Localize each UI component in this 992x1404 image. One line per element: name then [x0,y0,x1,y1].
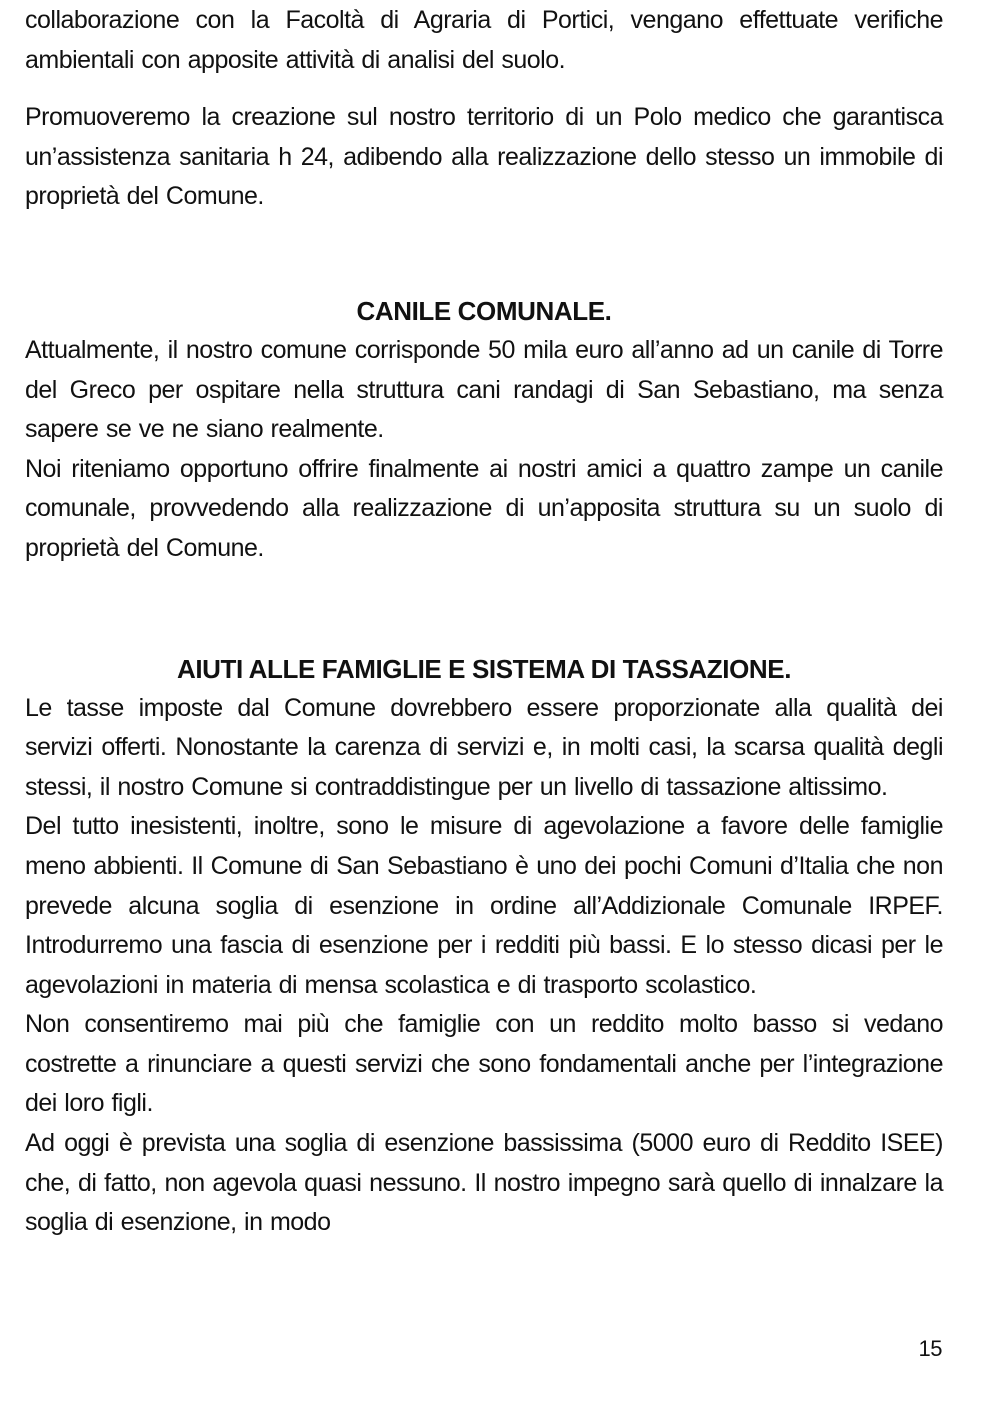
page-number: 15 [918,1336,942,1361]
canile-paragraph-1: Attualmente, il nostro comune corrisponde 50 mila euro all’anno ad un canile di Torre del Greco per ospitare nella struttura cani randagi di San Sebastiano, ma senza sapere se ve ne siano realmente. [25,335,943,444]
section-spacer [25,569,943,649]
section-title-aiuti: AIUTI ALLE FAMIGLIE E SISTEMA DI TASSAZIONE. [176,653,792,684]
aiuti-paragraph-4: Ad oggi è prevista una soglia di esenzione bassissima (5000 euro di Reddito ISEE) che, di fatto, non agevola quasi nessuno. Il nostro impegno sarà quello di innalzare la soglia di esenzione, in modo [25,1129,943,1237]
section-title-canile: CANILE COMUNALE. [356,295,612,326]
paragraph-spacer [25,80,943,98]
canile-paragraph-2: Noi riteniamo opportuno offrire finalmente ai nostri amici a quattro zampe un canile comunale, provvedendo alla realizzazione di un’apposita struttura su un suolo di proprietà del Comune. [25,454,943,562]
aiuti-paragraph-3: Non consentiremo mai più che famiglie con un reddito molto basso si vedano costrette a rinunciare a questi servizi che sono fondamentali anche per l’integrazione dei loro figli. [25,1010,943,1118]
aiuti-paragraph-1: Le tasse imposte dal Comune dovrebbero essere proporzionate alla qualità dei servizi offerti. Nonostante la carenza di servizi e, in molti casi, la scarsa qualità degli stessi, il nostro Comune si contraddistingue per un livello di tassazione altissimo. [25,693,943,801]
section-spacer [25,217,943,291]
aiuti-paragraph-2: Del tutto inesistenti, inoltre, sono le misure di agevolazione a favore delle famiglie meno abbienti. Il Comune di San Sebastiano è uno dei pochi Comuni d’Italia che non prevede alcuna soglia di esenzione in ordine all’Addizionale Comunale IRPEF. Introdurremo una fascia di esenzione per i redditi più bassi. E lo stesso dicasi per le agevolazioni in materia di mensa scolastica e di trasporto scolastico. [25,812,943,999]
document-page [25,0,943,1243]
intro-paragraph-2: Promuoveremo la creazione sul nostro territorio di un Polo medico che garantisca un’assistenza sanitaria h 24, adibendo alla realizzazione dello stesso un immobile di proprietà del Comune. [25,103,943,211]
intro-paragraph-1: collaborazione con la Facoltà di Agraria di Portici, vengano effettuate verifiche ambientali con apposite attività di analisi del suolo. [25,6,943,74]
